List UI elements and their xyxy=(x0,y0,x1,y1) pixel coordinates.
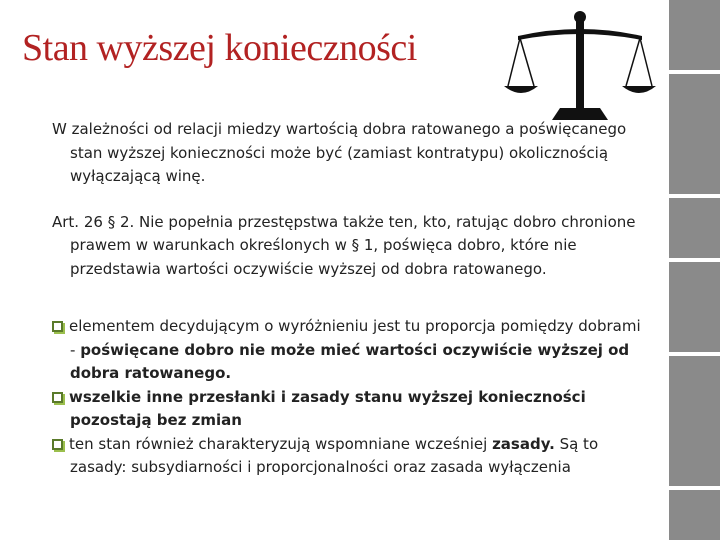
checkbox-bullet-icon xyxy=(52,321,63,332)
bullet-3-text: ten stan również charakteryzują wspomniane wcześniej xyxy=(69,434,493,453)
list-item xyxy=(52,386,644,433)
strip-block xyxy=(669,74,720,194)
list-item xyxy=(52,315,644,386)
checkbox-bullet-icon xyxy=(52,392,63,403)
bullet-1-bold: poświęcane dobro nie może mieć wartości oczywiście wyższej od dobra ratowanego. xyxy=(70,340,630,382)
strip-block xyxy=(669,262,720,352)
slide-content xyxy=(52,118,644,480)
bullet-2-bold: wszelkie inne przesłanki i zasady stanu wyższej konieczności pozostają bez zmian xyxy=(69,387,586,429)
page-title: Stan wyższej konieczności xyxy=(22,27,417,69)
scales-of-justice-icon xyxy=(500,8,660,128)
bullet-3-tail: Są to zasady: subsydiarności i proporcjonalności oraz zasada wyłączenia xyxy=(70,434,599,476)
list-item xyxy=(52,433,644,480)
strip-block xyxy=(669,356,720,486)
paragraph-1: W zależności od relacji miedzy wartością dobra ratowanego a poświęcanego stan wyższej konieczności może być (zamiast kontratypu) okolicznością wyłączającą winę. xyxy=(52,120,627,185)
strip-block xyxy=(669,0,720,70)
bullet-1-text: elementem decydującym o wyróżnieniu jest tu proporcja pomiędzy dobrami - xyxy=(69,317,641,359)
checkbox-bullet-icon xyxy=(52,439,63,450)
decorative-side-strip xyxy=(665,0,720,540)
strip-block xyxy=(669,490,720,540)
bullet-3-bold: zasady. xyxy=(492,434,555,453)
paragraph-article: Art. 26 § 2. Nie popełnia przestępstwa także ten, kto, ratując dobro chronione prawem w warunkach określonych w § 1, poświęca dobro, które nie przedstawia wartości oczywiście wyższej od dobra ratowanego. xyxy=(52,212,636,278)
strip-block xyxy=(669,198,720,258)
